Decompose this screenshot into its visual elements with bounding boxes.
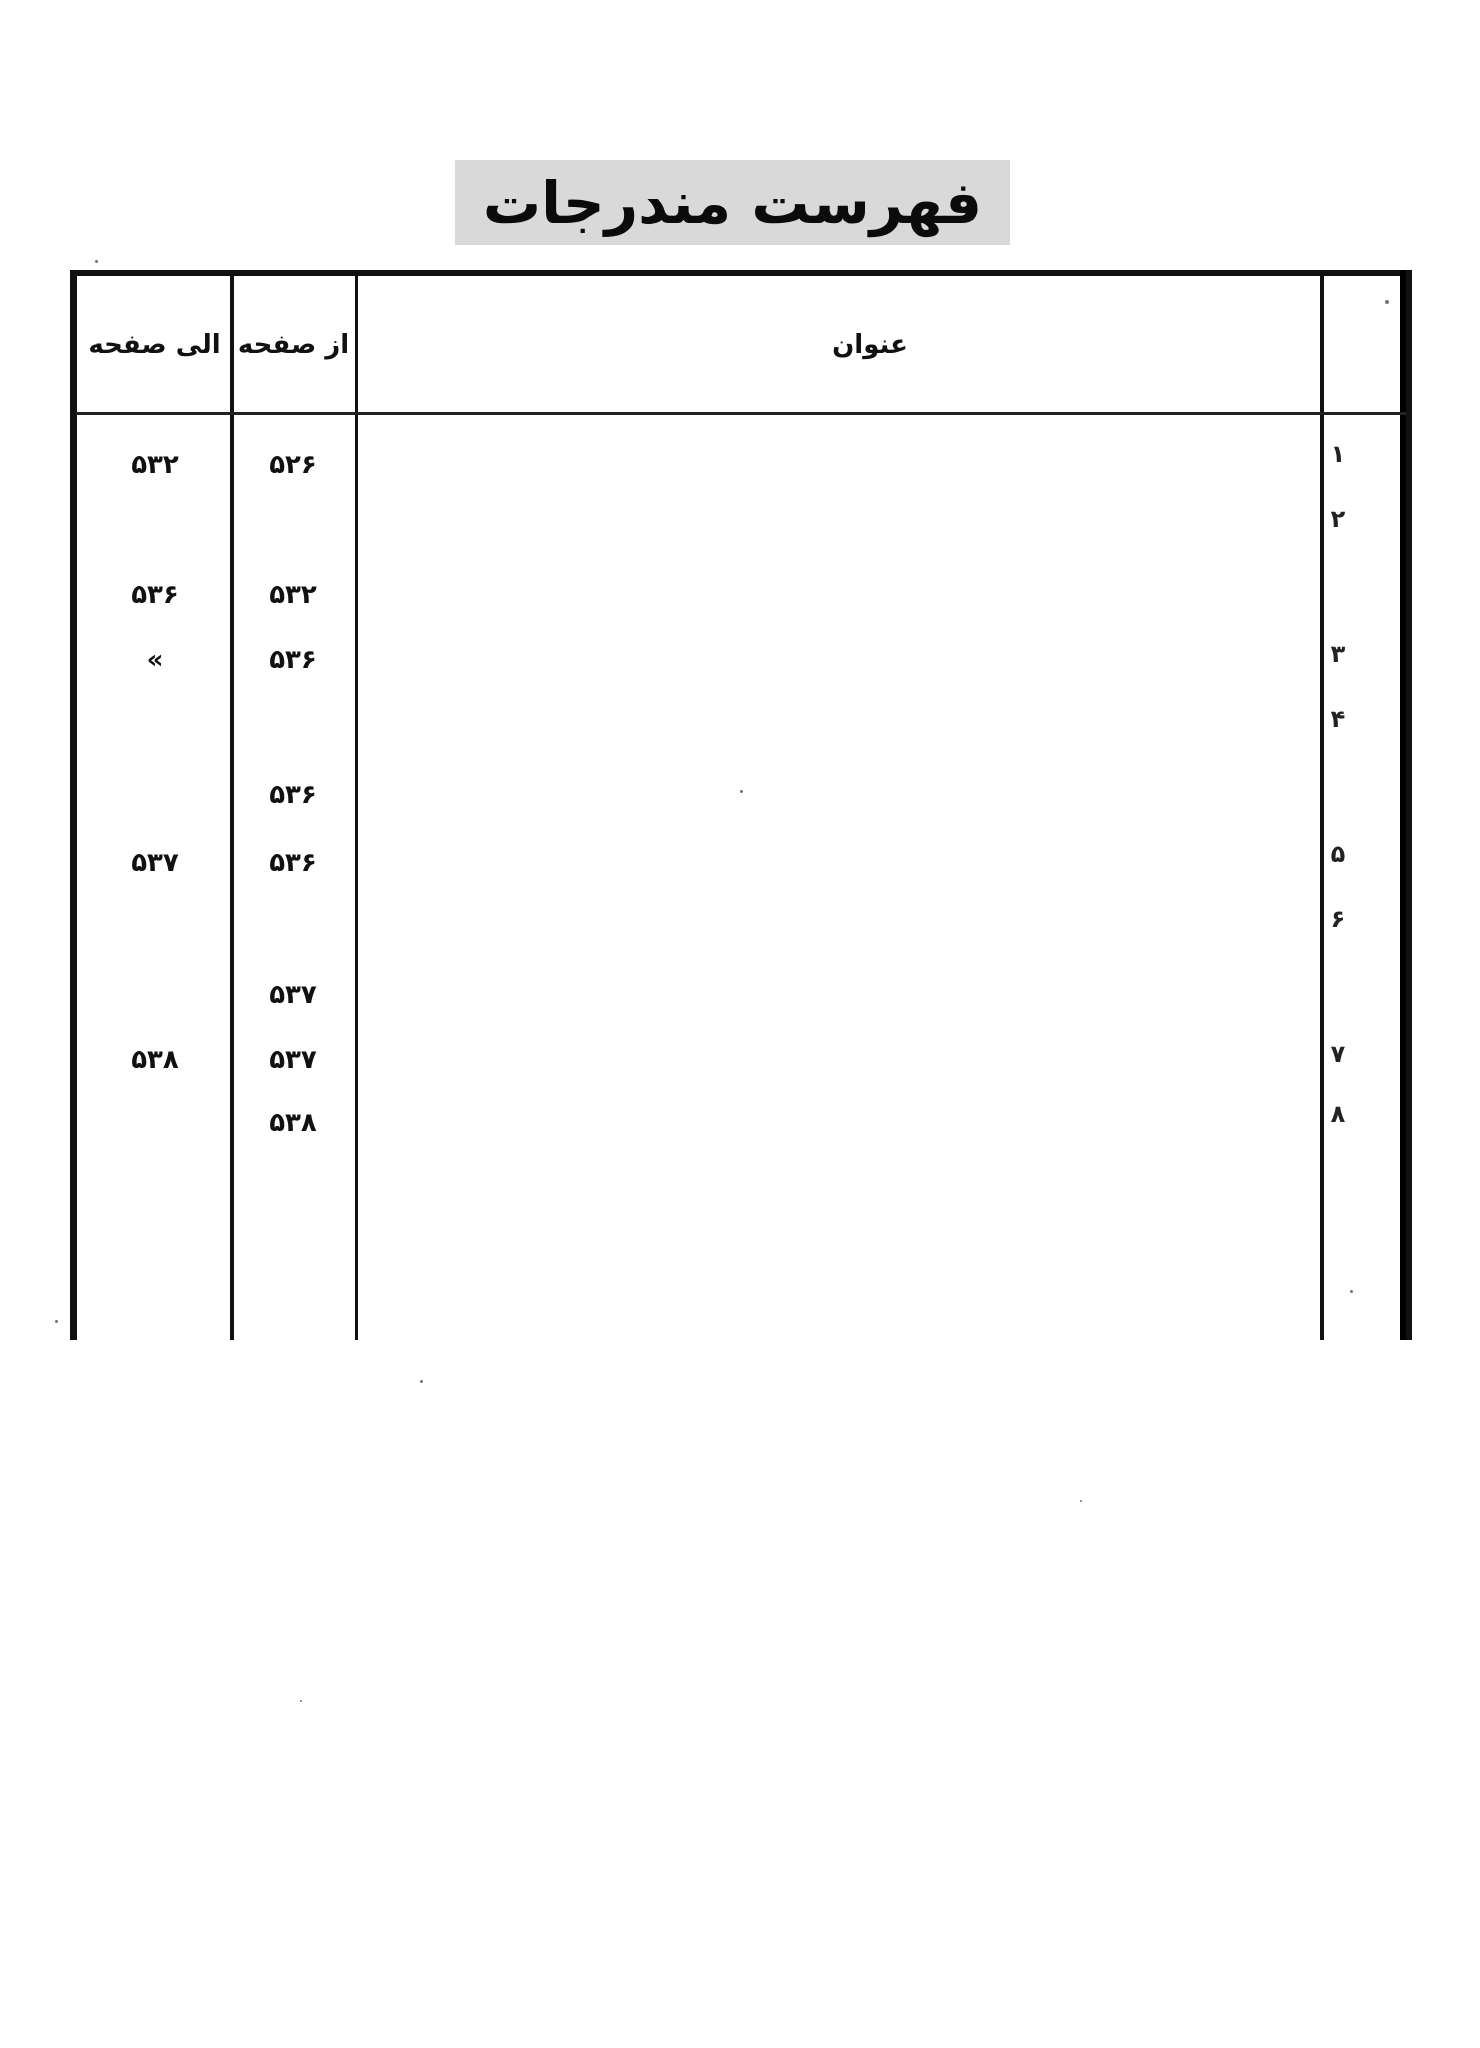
- row-to-page: ۵۳۶: [131, 580, 179, 610]
- row-index: ۳: [1330, 640, 1346, 668]
- row-index: ۴: [1330, 705, 1346, 733]
- row-from-page: ۵۳۶: [269, 780, 317, 810]
- title-banner: [455, 160, 1010, 245]
- page-title: فهرست مندرجات: [482, 168, 983, 237]
- row-index: ۱: [1330, 440, 1346, 468]
- row-from-page: ۵۳۸: [269, 1108, 317, 1138]
- row-from-page: ۵۳۶: [269, 848, 317, 878]
- scan-speck: [95, 260, 98, 263]
- row-from-page: ۵۳۷: [269, 1045, 317, 1075]
- row-from-page: ۵۳۶: [269, 645, 317, 675]
- row-index: ۸: [1330, 1100, 1346, 1128]
- row-from-page: ۵۳۷: [269, 980, 317, 1010]
- scan-speck: [1080, 1500, 1082, 1502]
- header-to-page: الی صفحه: [88, 330, 221, 360]
- row-to-page: ۵۳۷: [131, 848, 179, 878]
- row-from-page: ۵۳۲: [269, 580, 317, 610]
- column-divider-from: [230, 270, 234, 1340]
- scan-speck: [1350, 1290, 1353, 1293]
- header-rule: [76, 412, 1406, 415]
- row-index: ۶: [1330, 905, 1346, 933]
- header-title: عنوان: [832, 330, 908, 360]
- header-from-page: از صفحه: [237, 330, 350, 360]
- row-to-page: ۵۳۸: [131, 1045, 179, 1075]
- column-divider-index: [1320, 270, 1324, 1340]
- row-index: ۲: [1330, 505, 1346, 533]
- scan-speck: [740, 790, 743, 793]
- row-index: ۷: [1330, 1040, 1346, 1068]
- column-divider-title: [355, 270, 358, 1340]
- scan-speck: [1385, 300, 1389, 304]
- row-index: ۵: [1330, 840, 1346, 868]
- outer-right-border: [1400, 270, 1406, 1340]
- row-to-page: »: [146, 645, 164, 675]
- row-to-page: ۵۳۲: [131, 450, 179, 480]
- row-from-page: ۵۲۶: [269, 450, 317, 480]
- scan-speck: [55, 1320, 58, 1323]
- scan-speck: [420, 1380, 423, 1383]
- scan-speck: [300, 1700, 302, 1702]
